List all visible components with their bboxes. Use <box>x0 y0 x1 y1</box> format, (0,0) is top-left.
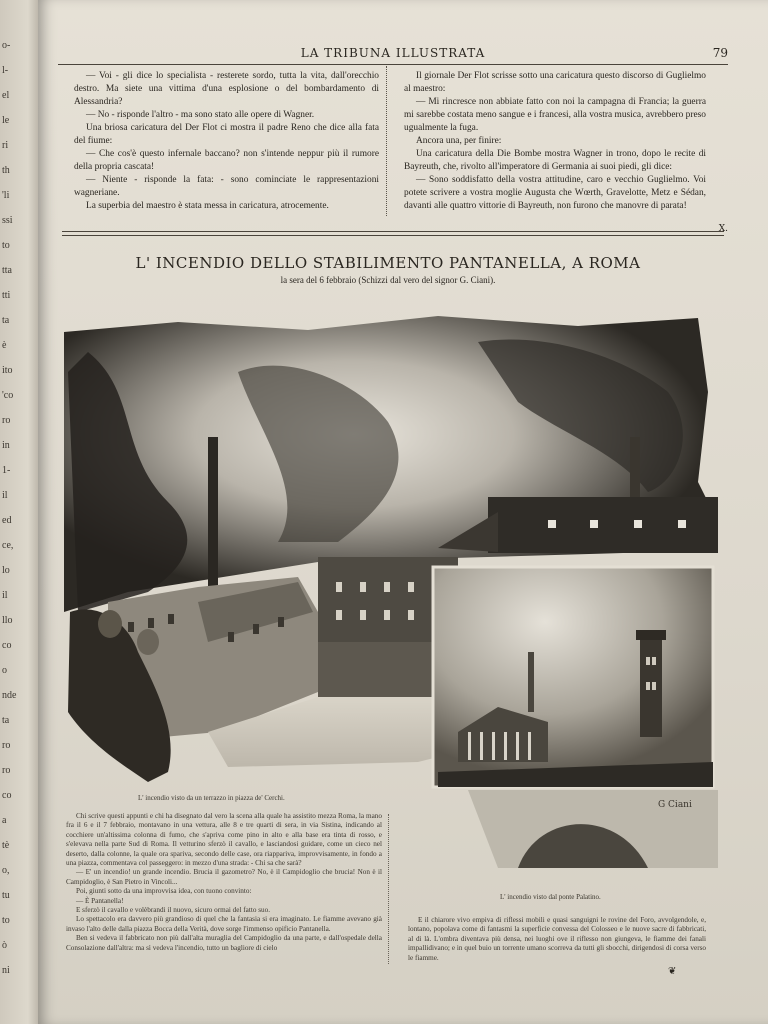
paragraph: — Sono soddisfatto della vostra attitudine, caro e vecchio Guglielmo. Voi potete scrivere a vostra moglie Augusta che Wœrth, Gravelotte, Metz e Sédan, davanti alle quattro vittorie di Bayreuth, non furono che manovre di parata! <box>404 175 706 211</box>
left-page-fragment: nde <box>2 690 17 701</box>
bell-tower <box>640 637 662 737</box>
page-number: 79 <box>712 46 728 60</box>
paragraph: — È Pantanella! <box>76 896 124 905</box>
left-page-fragment: o- <box>2 40 11 51</box>
left-page-fragment: ta <box>2 315 10 326</box>
paragraph: Ancora una, per finire: <box>416 136 502 146</box>
page-ornament: ❦ <box>668 966 677 977</box>
caption-left: L' incendio visto da un terrazzo in piazza de' Cerchi. <box>138 794 285 802</box>
section-separator <box>62 231 724 236</box>
left-page-fragment: ro <box>2 765 11 776</box>
running-head <box>58 44 728 65</box>
left-page-fragment: ro <box>2 415 11 426</box>
fire-illustration <box>58 312 718 872</box>
column-divider <box>388 814 389 964</box>
left-page-fragment: 1- <box>2 465 11 476</box>
caption-right: L' incendio visto dal ponte Palatino. <box>500 893 601 901</box>
left-page-fragment: il <box>2 490 8 501</box>
left-page-fragment: è <box>2 340 7 351</box>
left-page-fragment: ni <box>2 965 10 976</box>
left-page-fragment: lo <box>2 565 10 576</box>
left-page-fragment: ri <box>2 140 9 151</box>
left-page-fragment: ce, <box>2 540 14 551</box>
left-page-fragment: tti <box>2 290 11 301</box>
left-page-fragment: ta <box>2 715 10 726</box>
left-page-fragment: l- <box>2 65 9 76</box>
left-page-fragment: to <box>2 915 10 926</box>
left-page-fragment: ò <box>2 940 7 951</box>
article-subhead: la sera del 6 febbraio (Schizzi dal vero del signor G. Ciani). <box>280 275 496 285</box>
left-page-fragment: tu <box>2 890 10 901</box>
left-page-fragment: ito <box>2 365 13 376</box>
left-page-fragment: tè <box>2 840 10 851</box>
left-page-fragment: in <box>2 440 10 451</box>
article-headline: L' INCENDIO DELLO STABILIMENTO PANTANELLA, A ROMA <box>135 254 641 272</box>
newspaper-page <box>38 0 768 1024</box>
paragraph: — No - risponde l'altro - ma sono stato alle opere di Wagner. <box>86 110 315 120</box>
text-column-left <box>74 70 379 213</box>
paragraph: Lo spettacolo era davvero più grandioso di quel che la fantasia si era imaginato. Le fiamme avevano già invaso l'alto delle dalla piazza Bocca della Verità, dove sorge l'immenso opificio Pantanella. <box>66 915 382 933</box>
left-page-fragment: co <box>2 640 12 651</box>
left-page-fragment: o, <box>2 865 10 876</box>
chimney <box>630 437 640 497</box>
article-text-right <box>408 916 706 963</box>
paragraph: — Mi rincresce non abbiate fatto con noi la campagna di Francia; la guerra mi sarebbe costata meno sangue e i francesi, alla vostra musica, avrebbero preso ugualmente la fuga. <box>404 97 706 133</box>
column-divider <box>386 66 387 216</box>
left-page-fragment: o <box>2 665 7 676</box>
paragraph: — Niente - risponde la fata: - sono cominciate le rappresentazioni wagneriane. <box>74 175 379 198</box>
text-column-right <box>404 70 706 213</box>
left-page-fragment: il <box>2 590 8 601</box>
left-page-fragment: ro <box>2 740 11 751</box>
left-page-fragment: le <box>2 115 10 126</box>
author-signature: X. <box>718 224 728 234</box>
paragraph: Una caricatura della Die Bombe mostra Wagner in trono, dopo le recite di Bayreuth, che, rivolto all'imperatore di Germania ai suoi piedi, gli dice: <box>404 149 706 172</box>
paragraph: Chi scrive questi appunti e chi ha disegnato dal vero la scena alla quale ha assistito mezza Roma, la mano fra il 6 e il 7 febbraio, montavano in una vettura, alle 8 e tre quarti di sera, in via Sistina, indicando al cocchiere un'altissima colonna di fumo, che s'apriva come pino in alto e alla base era tinta di rosso, e s'elevava nella parte Sud di Roma. Il vetturino sferzò il cavallo, e lasciandosi guidare, come un cieco nel deserto, dalla colonne, la quale ora spariva, secondo delle case, ora riappariva, improvvisamente, in fondo a una piazza, commentava col passeggero: in mezzo d'una strada: - Chi sa che sarà? <box>66 812 382 868</box>
left-page-fragment: tta <box>2 265 12 276</box>
chimney <box>208 437 218 597</box>
paragraph: Ben si vedeva il fabbricato non più dall'alta muraglia del Campidoglio da una parte, e dall'ospedale della Consolazione dall'altra: ma sì vedeva l'incendio, tutto un bagliore di cielo <box>66 934 382 952</box>
paragraph: Poi, giunti sotto da una improvvisa idea, con tuono convinto: <box>76 887 252 896</box>
article-text-left <box>66 812 382 953</box>
left-page-fragment: ed <box>2 515 12 526</box>
artist-signature: G Ciani <box>658 800 692 810</box>
paragraph: — E' un incendio! un grande incendio. Brucia il gazometro? No, è il Campidoglio che brucia! Non è il Campidoglio, è San Pietro in Vincoli... <box>66 868 382 886</box>
left-page-fragment: ssi <box>2 215 13 226</box>
left-page-fragment: a <box>2 815 7 826</box>
paragraph: Il giornale Der Flot scrisse sotto una caricatura questo discorso di Guglielmo al maestro: <box>404 71 706 94</box>
adjacent-page-edge <box>0 0 40 1024</box>
paragraph: Una briosa caricatura del Der Flot ci mostra il padre Reno che dice alla fata del fiume: <box>74 123 379 146</box>
left-page-fragment: llo <box>2 615 13 626</box>
paragraph: — Che cos'è questo infernale baccano? non s'intende neppur più il rumore della propria cascata! <box>74 149 379 172</box>
paragraph: E il chiarore vivo empiva di riflessi mobili e quasi sanguigni le rovine del Foro, avvolgendole, e, lontano, popolava come di fantasmi la superficie convessa del Colosseo e le nuove sacre di fabbricati, al di là. L'ombra diventava più densa, nei luoghi ove il riflesso non giungeva, le fiamme dei fanali impallidivano; e in quel buio un torrente umano scorreva da tutti gli sbocchi, dirigendosi di corsa verso le fiamme. <box>408 916 706 962</box>
left-page-fragment: to <box>2 240 10 251</box>
left-page-fragment: 'co <box>2 390 14 401</box>
publication-title: LA TRIBUNA ILLUSTRATA <box>300 46 486 60</box>
paragraph: E sferzò il cavallo e volèbrandi il nuovo, sicuro ormai del fatto suo. <box>76 906 271 915</box>
left-page-fragment: co <box>2 790 12 801</box>
paragraph: La superbia del maestro è stata messa in caricatura, atrocemente. <box>86 201 329 211</box>
left-page-fragment: el <box>2 90 10 101</box>
paragraph: — Voi - gli dice lo specialista - resterete sordo, tutta la vita, dall'orecchio destro. Ma siete una vittima d'una esplosione o del bombardamento di Alessandria? <box>74 71 379 107</box>
left-page-fragment: 'li <box>2 190 10 201</box>
left-page-fragment: th <box>2 165 10 176</box>
